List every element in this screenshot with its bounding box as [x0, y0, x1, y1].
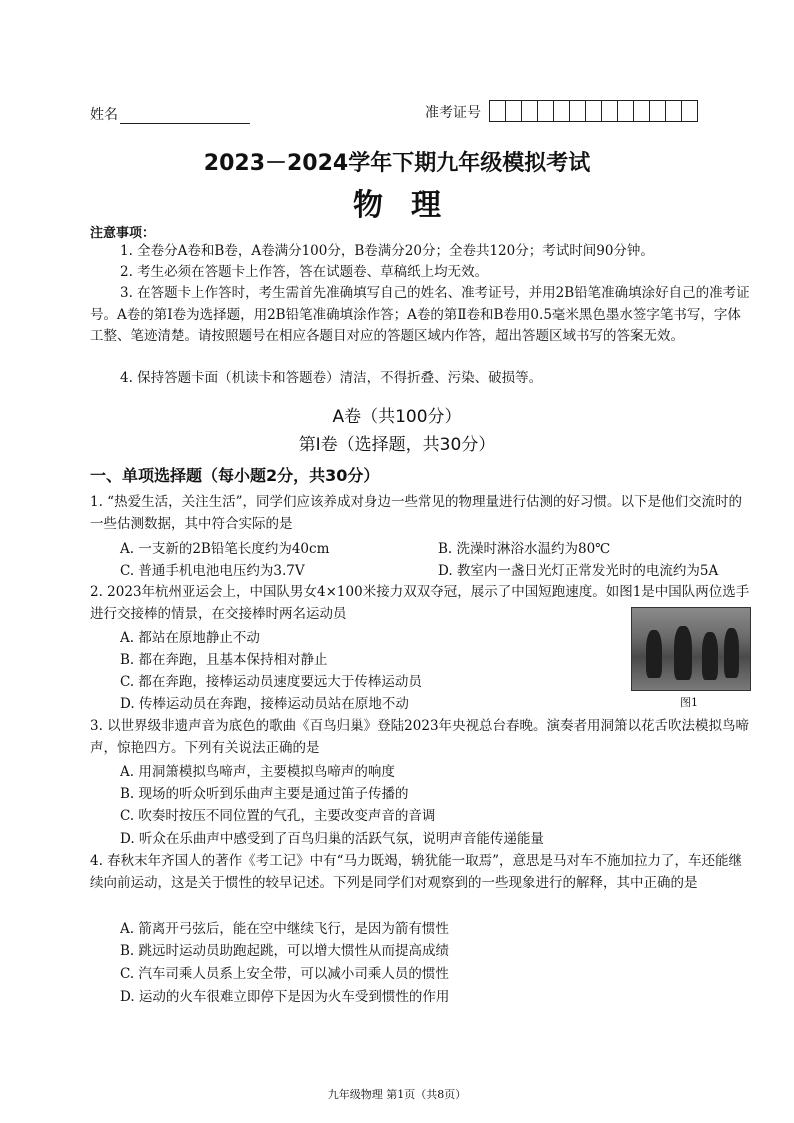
question-1-option-d: D. 教室内一盏日光灯正常发光时的电流约为5A: [438, 563, 719, 579]
note-item-4: 4. 保持答题卡面（机读卡和答题卷）清洁，不得折叠、污染、破损等。: [120, 370, 543, 386]
question-1-option-a: A. 一支新的2B铅笔长度约为40cm: [120, 541, 330, 557]
question-4-option-b: B. 跳远时运动员助跑起跳，可以增大惯性从而提高成绩: [120, 943, 450, 959]
section-a-title: A卷（共100分）: [332, 407, 462, 427]
exam-id-box: [602, 101, 618, 121]
question-4-stem: 4. 春秋末年齐国人的著作《考工记》中有“马力既竭，辀犹能一取焉”，意思是马对车不施加拉力了，车还能继续向前运动，这是关于惯性的较早记述。下列是同学们对观察到的一些现象进行的解释，其中正确的是: [90, 853, 742, 891]
question-type-heading: 一、单项选择题（每小题2分，共30分）: [90, 466, 380, 485]
exam-id-box: [666, 101, 682, 121]
exam-id-box: [586, 101, 602, 121]
exam-id-field: [425, 100, 698, 122]
question-2-stem: 2. 2023年杭州亚运会上，中国队男女4×100米接力双双夺冠，展示了中国短跑速度。如图1是中国队两位选手进行交接棒的情景，在交接棒时两名运动员: [90, 584, 750, 622]
exam-id-box: [522, 101, 538, 121]
notes-heading: 注意事项：: [90, 226, 156, 241]
question-1-option-b: B. 洗澡时淋浴水温约为80℃: [438, 541, 611, 557]
exam-id-box: [538, 101, 554, 121]
exam-id-box: [682, 101, 697, 121]
question-1-stem: 1. “热爱生活，关注生活”，同学们应该养成对身边一些常见的物理量进行估测的好习惯。以下是他们交流时的一些估测数据，其中符合实际的是: [90, 494, 742, 532]
question-3-stem: 3. 以世界级非遗声音为底色的歌曲《百鸟归巢》登陆2023年央视总台春晚。演奏者用洞箫以花舌吹法模拟鸟啼声，惊艳四方。下列有关说法正确的是: [90, 718, 750, 756]
question-2-option-a: A. 都站在原地静止不动: [120, 630, 260, 646]
exam-id-box: [570, 101, 586, 121]
question-3-option-a: A. 用洞箫模拟鸟啼声，主要模拟鸟啼声的响度: [120, 764, 395, 780]
exam-id-label: 准考证号: [425, 105, 481, 121]
question-4-option-c: C. 汽车司乘人员系上安全带，可以减小司乘人员的惯性: [120, 966, 449, 982]
name-label: 姓名: [90, 107, 118, 123]
question-2-option-d: D. 传棒运动员在奔跑，接棒运动员站在原地不动: [120, 696, 409, 712]
note-item-1: 1. 全卷分A卷和B卷，A卷满分100分，B卷满分20分；全卷共120分；考试时间90分钟。: [120, 243, 654, 259]
runner-figure: [674, 626, 692, 680]
page-footer: 九年级物理 第1页（共8页）: [327, 1088, 467, 1101]
note-item-3: 3. 在答题卡上作答时，考生需首先准确填写自己的姓名、准考证号，并用2B铅笔准确填涂好自己的准考证号。A卷的第Ⅰ卷为选择题，用2B铅笔准确填涂作答；A卷的第Ⅱ卷和B卷用0.5毫米黑色墨水签字笔书写，字体工整、笔迹清楚。请按照题号在相应各题目对应的答题区域内作答，超出答题区域书写的答案无效。: [90, 285, 750, 344]
part-1-title: 第Ⅰ卷（选择题，共30分）: [298, 435, 496, 455]
question-3-option-b: B. 现场的听众听到乐曲声主要是通过笛子传播的: [120, 786, 409, 802]
exam-id-box: [490, 101, 506, 121]
exam-id-box: [506, 101, 522, 121]
exam-id-box: [618, 101, 634, 121]
relay-race-photo: [631, 607, 751, 691]
question-1-option-c: C. 普通手机电池电压约为3.7V: [120, 563, 305, 579]
exam-id-box: [650, 101, 666, 121]
runner-figure: [702, 632, 718, 680]
exam-id-box: [634, 101, 650, 121]
question-2-option-c: C. 都在奔跑，接棒运动员速度要远大于传棒运动员: [120, 674, 422, 690]
question-3-option-c: C. 吹奏时按压不同位置的气孔，主要改变声音的音调: [120, 808, 436, 824]
figure-1-caption: 图1: [680, 696, 698, 709]
name-field: [90, 104, 250, 124]
name-underline: [120, 109, 250, 124]
runner-figure: [646, 630, 662, 678]
exam-id-boxes: [489, 100, 698, 122]
exam-title: 2023－2024学年下期九年级模拟考试: [203, 151, 591, 176]
note-item-2: 2. 考生必须在答题卡上作答，答在试题卷、草稿纸上均无效。: [120, 264, 489, 280]
question-4-option-d: D. 运动的火车很难立即停下是因为火车受到惯性的作用: [120, 989, 450, 1005]
question-4-option-a: A. 箭离开弓弦后，能在空中继续飞行，是因为箭有惯性: [120, 921, 449, 937]
question-2-option-b: B. 都在奔跑，且基本保持相对静止: [120, 652, 328, 668]
question-3-option-d: D. 听众在乐曲声中感受到了百鸟归巢的活跃气氛，说明声音能传递能量: [120, 831, 544, 847]
exam-subject: 物理: [353, 188, 469, 223]
exam-id-box: [554, 101, 570, 121]
runner-figure: [724, 628, 739, 678]
